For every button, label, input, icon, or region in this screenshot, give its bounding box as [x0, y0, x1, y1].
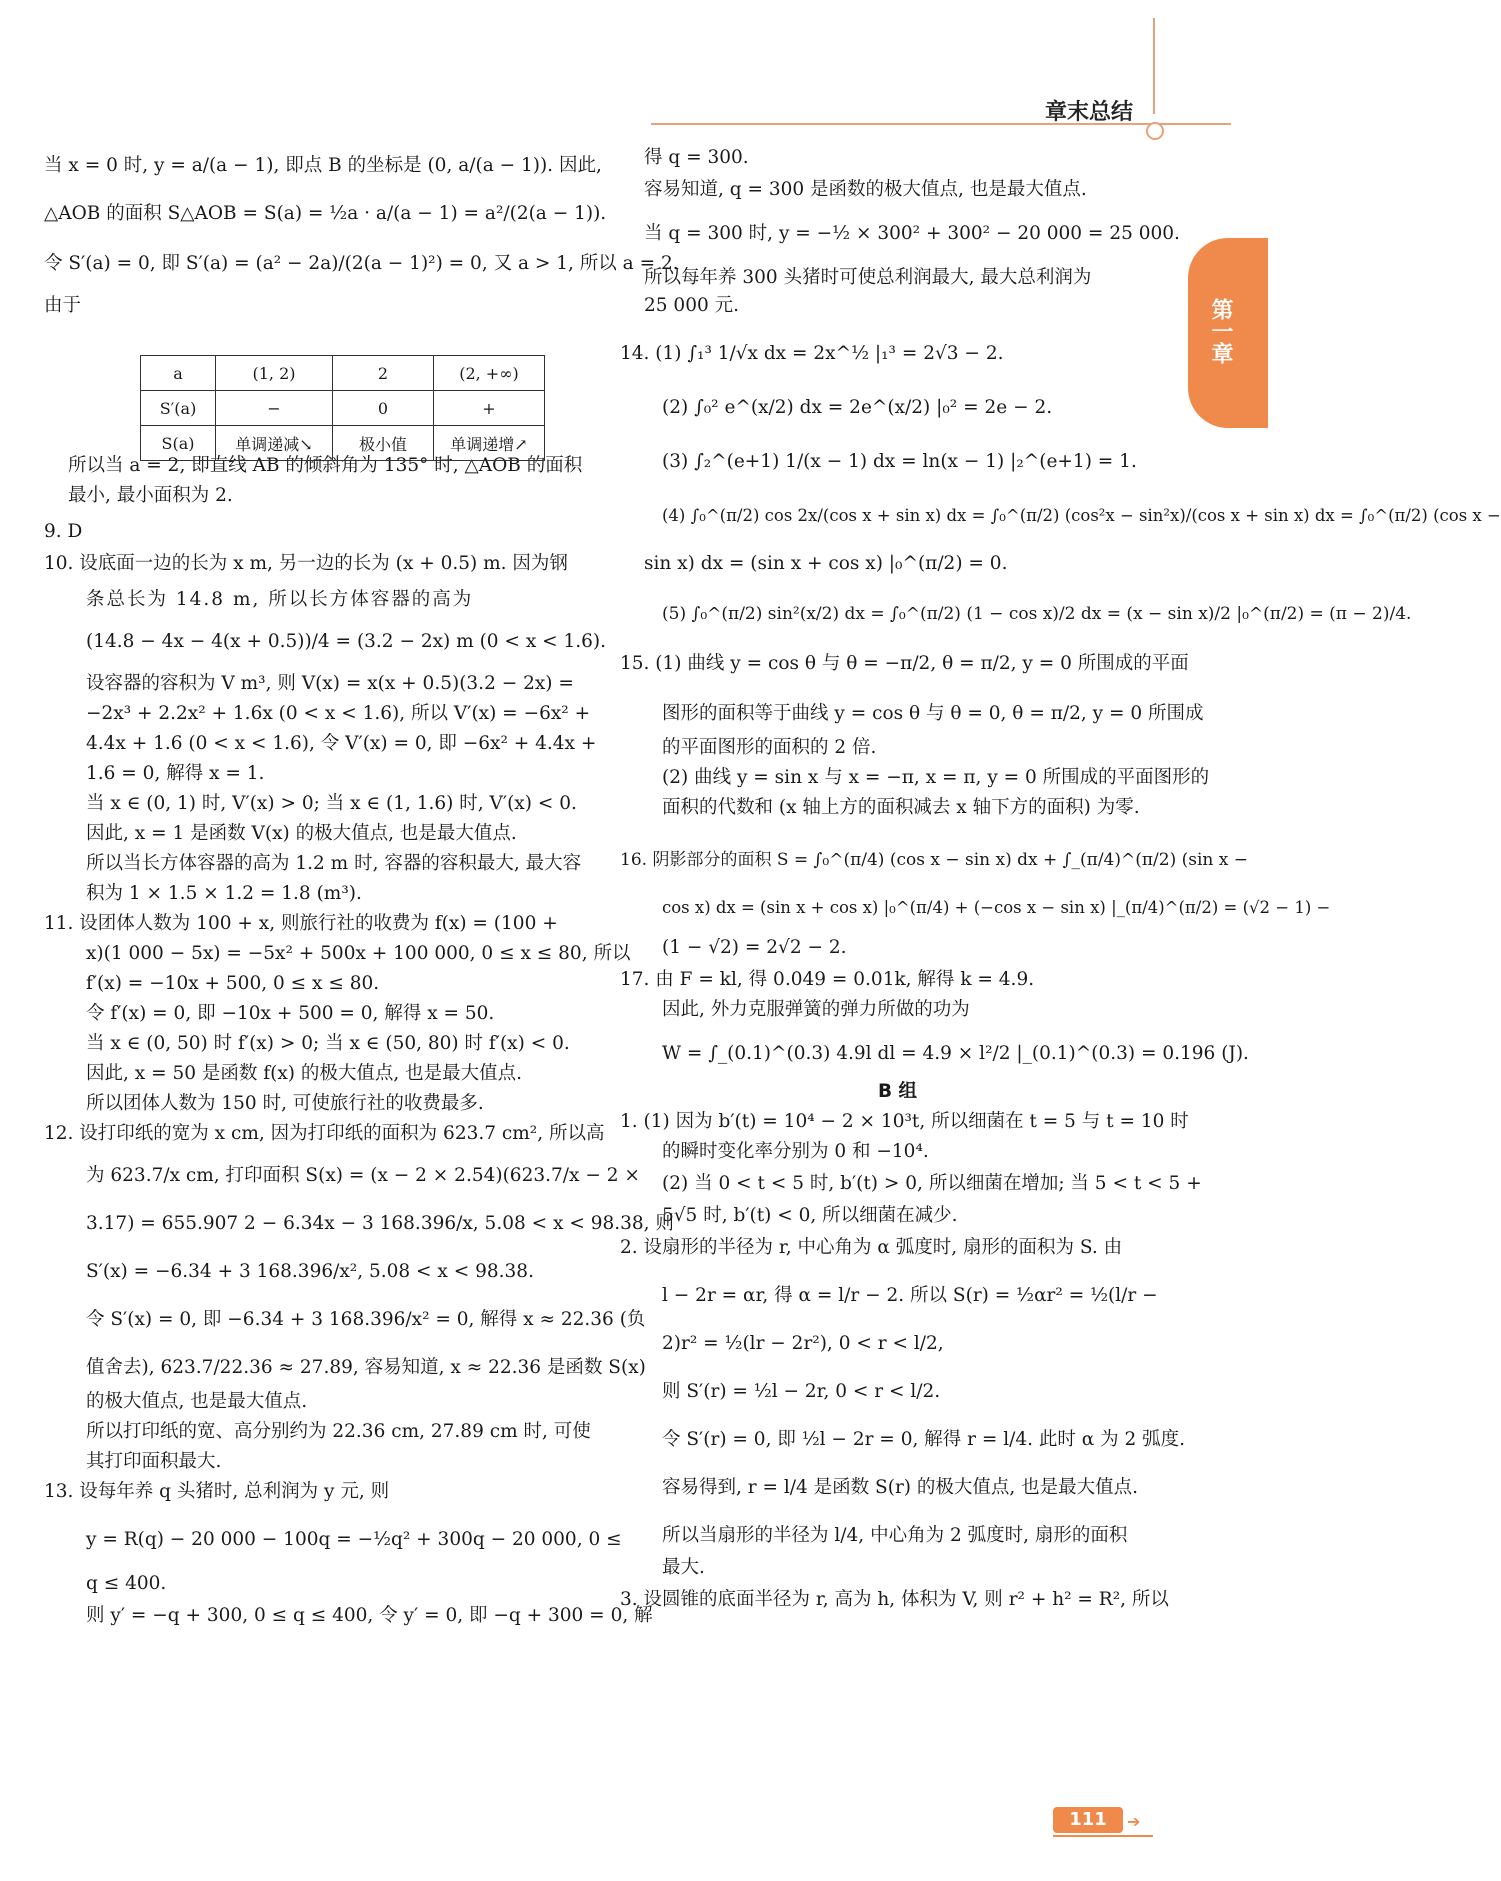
text-line: (2) 曲线 y = sin x 与 x = −π, x = π, y = 0 所围成的平面图形的 [662, 767, 1210, 788]
table-row [141, 356, 545, 391]
text-line: 面积的代数和 (x 轴上方的面积减去 x 轴下方的面积) 为零. [662, 797, 1140, 818]
text-line: 的瞬时变化率分别为 0 和 −10⁴. [662, 1141, 929, 1162]
text-line: 最大. [662, 1557, 705, 1578]
text-line: 积为 1 × 1.5 × 1.2 = 1.8 (m³). [86, 883, 362, 904]
text-line: 3. 设圆锥的底面半径为 r, 高为 h, 体积为 V, 则 r² + h² = R², 所以 [620, 1589, 1169, 1610]
table-row [141, 426, 545, 461]
text-line: 当 x ∈ (0, 50) 时 f′(x) > 0; 当 x ∈ (50, 80) 时 f′(x) < 0. [86, 1033, 570, 1054]
text-line: 13. 设每年养 q 头猪时, 总利润为 y 元, 则 [44, 1481, 390, 1502]
text-line: x)(1 000 − 5x) = −5x² + 500x + 100 000, 0 ≤ x ≤ 80, 所以 [86, 943, 631, 964]
text-line: 则 y′ = −q + 300, 0 ≤ q ≤ 400, 令 y′ = 0, 即 −q + 300 = 0, 解 [86, 1605, 653, 1626]
text-line: 1.6 = 0, 解得 x = 1. [86, 763, 265, 784]
text-line: 的极大值点, 也是最大值点. [86, 1391, 308, 1412]
text-line: f′(x) = −10x + 500, 0 ≤ x ≤ 80. [86, 973, 380, 994]
text-line: (2) 当 0 < t < 5 时, b′(t) > 0, 所以细菌在增加; 当 5 < t < 5 + [662, 1173, 1202, 1194]
chapter-tab-label: 第一章 [1208, 298, 1233, 364]
table-cell: a [141, 356, 216, 391]
section-title: 章末总结 [1045, 100, 1134, 125]
text-line: △AOB 的面积 S△AOB = S(a) = ½a · a/(a − 1) = a²/(2(a − 1)). [44, 203, 607, 224]
text-line: 所以打印纸的宽、高分别约为 22.36 cm, 27.89 cm 时, 可使 [86, 1421, 591, 1442]
text-line: (1 − √2) = 2√2 − 2. [662, 937, 847, 958]
text-line: cos x) dx = (sin x + cos x) |₀^(π/4) + (−cos x − sin x) |_(π/4)^(π/2) = (√2 − 1) − [662, 898, 1331, 917]
text-line: l − 2r = αr, 得 α = l/r − 2. 所以 S(r) = ½αr² = ½(l/r − [662, 1285, 1158, 1306]
table-cell: 极小值 [333, 426, 434, 461]
table-cell: S′(a) [141, 391, 216, 426]
text-line: 17. 由 F = kl, 得 0.049 = 0.01k, 解得 k = 4.9. [620, 969, 1035, 990]
text-line: 令 S′(x) = 0, 即 −6.34 + 3 168.396/x² = 0, 解得 x ≈ 22.36 (负 [86, 1309, 646, 1330]
text-line: 因此, 外力克服弹簧的弹力所做的功为 [662, 999, 970, 1020]
text-line: 当 q = 300 时, y = −½ × 300² + 300² − 20 000 = 25 000. [644, 223, 1180, 244]
text-line: 为 623.7/x cm, 打印面积 S(x) = (x − 2 × 2.54)(623.7/x − 2 × [86, 1165, 640, 1186]
text-line: 令 S′(a) = 0, 即 S′(a) = (a² − 2a)/(2(a − 1)²) = 0, 又 a > 1, 所以 a = 2. [44, 253, 679, 274]
text-line: 15. (1) 曲线 y = cos θ 与 θ = −π/2, θ = π/2, y = 0 所围成的平面 [620, 653, 1189, 674]
text-line: 设容器的容积为 V m³, 则 V(x) = x(x + 0.5)(3.2 − 2x) = [86, 673, 574, 694]
text-line: 1. (1) 因为 b′(t) = 10⁴ − 2 × 10³t, 所以细菌在 t = 5 与 t = 10 时 [620, 1111, 1189, 1132]
table-cell: 2 [333, 356, 434, 391]
page-number-underline [1053, 1835, 1153, 1837]
table-cell: S(a) [141, 426, 216, 461]
text-line: q ≤ 400. [86, 1573, 167, 1594]
text-line: 的平面图形的面积的 2 倍. [662, 737, 877, 758]
sign-table [140, 355, 545, 461]
page-number: 111 [1053, 1807, 1123, 1833]
text-line: 图形的面积等于曲线 y = cos θ 与 θ = 0, θ = π/2, y = 0 所围成 [662, 703, 1204, 724]
text-line: 由于 [44, 295, 82, 316]
text-line: 条总长为 14.8 m, 所以长方体容器的高为 [86, 589, 474, 610]
text-line: 所以每年养 300 头猪时可使总利润最大, 最大总利润为 [644, 267, 1092, 288]
text-line: 容易得到, r = l/4 是函数 S(r) 的极大值点, 也是最大值点. [662, 1477, 1139, 1498]
text-line: (5) ∫₀^(π/2) sin²(x/2) dx = ∫₀^(π/2) (1 − cos x)/2 dx = (x − sin x)/2 |₀^(π/2) = (π − 2)/4. [662, 604, 1412, 624]
text-line: 值舍去), 623.7/22.36 ≈ 27.89, 容易知道, x ≈ 22.36 是函数 S(x) [86, 1357, 646, 1378]
text-line: 10. 设底面一边的长为 x m, 另一边的长为 (x + 0.5) m. 因为钢 [44, 553, 568, 574]
table-cell: − [216, 391, 333, 426]
text-line: 2. 设扇形的半径为 r, 中心角为 α 弧度时, 扇形的面积为 S. 由 [620, 1237, 1123, 1258]
text-line: sin x) dx = (sin x + cos x) |₀^(π/2) = 0. [644, 553, 1008, 574]
header-divider [651, 123, 1231, 125]
text-line: (3) ∫₂^(e+1) 1/(x − 1) dx = ln(x − 1) |₂^(e+1) = 1. [662, 451, 1137, 472]
arrow-icon: ➔ [1127, 1812, 1141, 1831]
text-line: (14.8 − 4x − 4(x + 0.5))/4 = (3.2 − 2x) m (0 < x < 1.6). [86, 631, 607, 652]
text-line: 因此, x = 1 是函数 V(x) 的极大值点, 也是最大值点. [86, 823, 517, 844]
text-line: 所以当 a = 2, 即直线 AB 的倾斜角为 135° 时, △AOB 的面积 [68, 455, 583, 476]
header-bulb-icon [1146, 122, 1164, 140]
text-line: 9. D [44, 521, 83, 542]
text-line: 2)r² = ½(lr − 2r²), 0 < r < l/2, [662, 1333, 944, 1354]
text-line: 容易知道, q = 300 是函数的极大值点, 也是最大值点. [644, 179, 1087, 200]
text-line: (2) ∫₀² e^(x/2) dx = 2e^(x/2) |₀² = 2e − 2. [662, 397, 1053, 418]
text-line: y = R(q) − 20 000 − 100q = −½q² + 300q − 20 000, 0 ≤ [86, 1529, 622, 1550]
text-line: 25 000 元. [644, 295, 739, 316]
text-line: W = ∫_(0.1)^(0.3) 4.9l dl = 4.9 × l²/2 |_(0.1)^(0.3) = 0.196 (J). [662, 1043, 1249, 1064]
text-line: 4.4x + 1.6 (0 < x < 1.6), 令 V′(x) = 0, 即 −6x² + 4.4x + [86, 733, 597, 754]
text-line: 所以当长方体容器的高为 1.2 m 时, 容器的容积最大, 最大容 [86, 853, 582, 874]
text-line: 11. 设团体人数为 100 + x, 则旅行社的收费为 f(x) = (100 + [44, 913, 558, 934]
table-cell: (2, +∞) [434, 356, 545, 391]
text-line: −2x³ + 2.2x² + 1.6x (0 < x < 1.6), 所以 V′(x) = −6x² + [86, 703, 591, 724]
text-line: 当 x ∈ (0, 1) 时, V′(x) > 0; 当 x ∈ (1, 1.6) 时, V′(x) < 0. [86, 793, 577, 814]
text-line: 令 S′(r) = 0, 即 ½l − 2r = 0, 解得 r = l/4. 此时 α 为 2 弧度. [662, 1429, 1186, 1450]
text-line: 16. 阴影部分的面积 S = ∫₀^(π/4) (cos x − sin x) dx + ∫_(π/4)^(π/2) (sin x − [620, 850, 1249, 870]
text-line: 最小, 最小面积为 2. [68, 485, 233, 506]
text-line: (4) ∫₀^(π/2) cos 2x/(cos x + sin x) dx = ∫₀^(π/2) (cos²x − sin²x)/(cos x + sin x) dx = ∫₀^(π/2) (cos x − [662, 506, 1501, 525]
text-line: 3.17) = 655.907 2 − 6.34x − 3 168.396/x, 5.08 < x < 98.38, 则 [86, 1213, 674, 1234]
table-cell: 0 [333, 391, 434, 426]
text-line: 12. 设打印纸的宽为 x cm, 因为打印纸的面积为 623.7 cm², 所以高 [44, 1123, 605, 1144]
section-heading: B 组 [877, 1081, 918, 1102]
text-line: 则 S′(r) = ½l − 2r, 0 < r < l/2. [662, 1381, 941, 1402]
text-line: 当 x = 0 时, y = a/(a − 1), 即点 B 的坐标是 (0, a/(a − 1)). 因此, [44, 155, 602, 176]
table-cell: (1, 2) [216, 356, 333, 391]
text-line: 令 f′(x) = 0, 即 −10x + 500 = 0, 解得 x = 50. [86, 1003, 495, 1024]
text-line: 5√5 时, b′(t) < 0, 所以细菌在减少. [662, 1205, 958, 1226]
text-line: 得 q = 300. [644, 147, 749, 168]
header-divider-vertical [1153, 18, 1155, 114]
text-line: S′(x) = −6.34 + 3 168.396/x², 5.08 < x < 98.38. [86, 1261, 534, 1282]
table-cell: + [434, 391, 545, 426]
table-cell: 单调递增↗ [434, 426, 545, 461]
text-line: 其打印面积最大. [86, 1451, 222, 1472]
table-row [141, 391, 545, 426]
text-line: 14. (1) ∫₁³ 1/√x dx = 2x^½ |₁³ = 2√3 − 2. [620, 343, 1004, 364]
table-cell: 单调递减↘ [216, 426, 333, 461]
text-line: 因此, x = 50 是函数 f(x) 的极大值点, 也是最大值点. [86, 1063, 522, 1084]
text-line: 所以当扇形的半径为 l/4, 中心角为 2 弧度时, 扇形的面积 [662, 1525, 1128, 1546]
text-line: 所以团体人数为 150 时, 可使旅行社的收费最多. [86, 1093, 484, 1114]
